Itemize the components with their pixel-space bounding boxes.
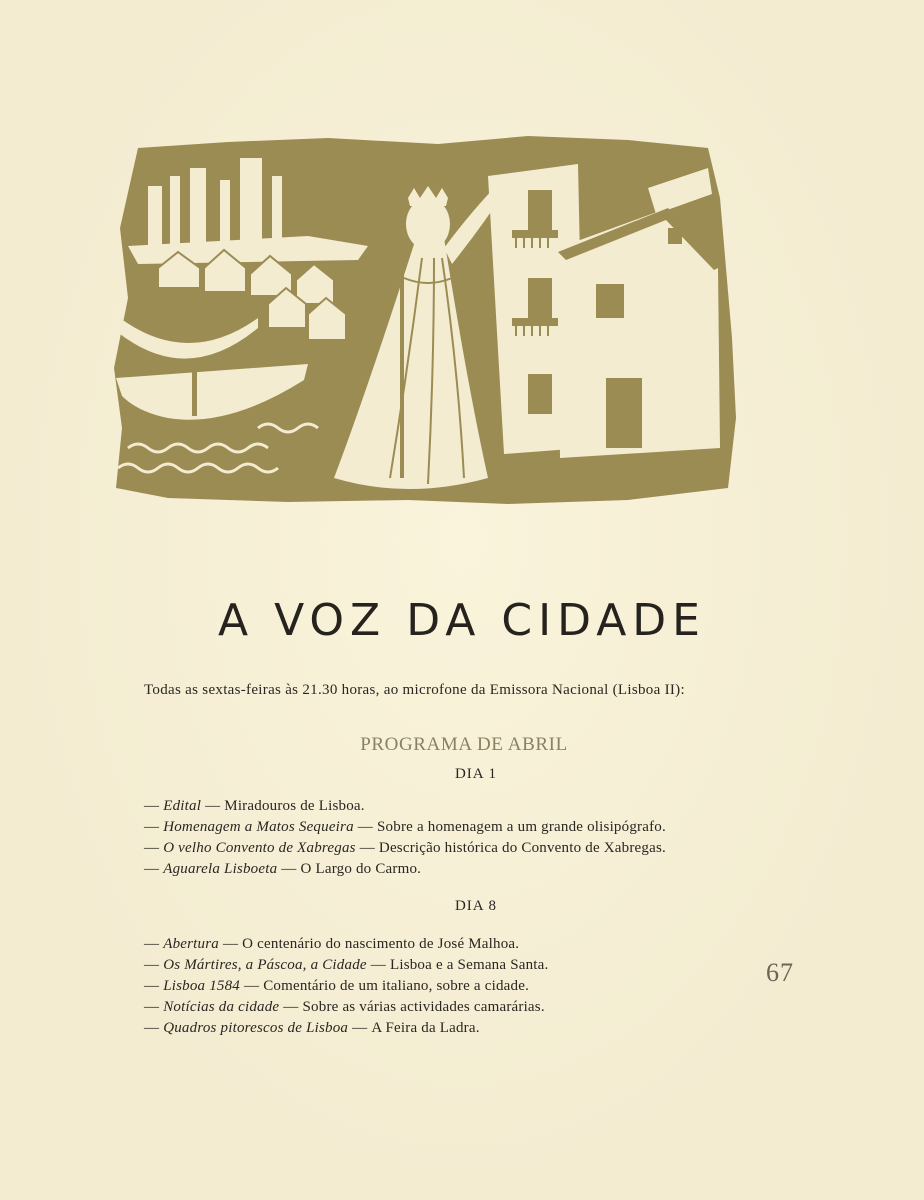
item-title: Os Mártires, a Páscoa, a Cidade bbox=[163, 957, 367, 973]
list-item: — Abertura — O centenário do nascimento de José Malhoa. bbox=[144, 936, 520, 952]
item-title: Edital bbox=[163, 798, 202, 814]
list-item: — Homenagem a Matos Sequeira — Sobre a homenagem a um grande olisipógrafo. bbox=[144, 819, 666, 835]
day-1-program-list bbox=[144, 796, 666, 880]
list-item: — Notícias da cidade — Sobre as várias actividades camarárias. bbox=[144, 999, 545, 1015]
item-title: Notícias da cidade bbox=[163, 999, 280, 1015]
item-description: O centenário do nascimento de José Malhoa. bbox=[242, 936, 520, 952]
item-description: Miradouros de Lisboa. bbox=[224, 798, 365, 814]
item-title: Quadros pitorescos de Lisboa bbox=[163, 1020, 349, 1036]
page-number: 67 bbox=[766, 958, 794, 987]
lisbon-woodcut-illustration bbox=[108, 128, 738, 508]
list-item: — Os Mártires, a Páscoa, a Cidade — Lisboa e a Semana Santa. bbox=[144, 957, 549, 973]
day-1-heading: DIA 1 bbox=[454, 766, 498, 782]
item-description: Comentário de um italiano, sobre a cidade. bbox=[263, 978, 530, 994]
item-title: Abertura bbox=[163, 936, 219, 952]
item-title: O velho Convento de Xabregas bbox=[163, 840, 356, 856]
page-title: A VOZ DA CIDADE bbox=[218, 595, 706, 647]
day-8-heading: DIA 8 bbox=[454, 898, 498, 914]
item-description: Sobre a homenagem a um grande olisipógrafo. bbox=[377, 819, 666, 835]
item-description: O Largo do Carmo. bbox=[300, 861, 422, 877]
item-title: Aguarela Lisboeta bbox=[163, 861, 278, 877]
intro-text: Todas as sextas-feiras às 21.30 horas, ao microfone da Emissora Nacional (Lisboa II): bbox=[144, 682, 685, 698]
item-description: A Feira da Ladra. bbox=[371, 1020, 480, 1036]
program-heading: PROGRAMA DE ABRIL bbox=[360, 734, 568, 755]
artist-signature: CORTE bbox=[697, 383, 711, 428]
list-item: — Aguarela Lisboeta — O Largo do Carmo. bbox=[144, 861, 422, 877]
item-description: Descrição histórica do Convento de Xabregas. bbox=[378, 840, 666, 856]
day-8-program-list bbox=[144, 934, 548, 1039]
item-description: Sobre as várias actividades camarárias. bbox=[302, 999, 545, 1015]
list-item: — Quadros pitorescos de Lisboa — A Feira da Ladra. bbox=[144, 1020, 480, 1036]
list-item: — Lisboa 1584 — Comentário de um italiano, sobre a cidade. bbox=[144, 978, 530, 994]
list-item: — Edital — Miradouros de Lisboa. bbox=[144, 798, 365, 814]
list-item: — O velho Convento de Xabregas — Descrição histórica do Convento de Xabregas. bbox=[144, 840, 666, 856]
item-title: Lisboa 1584 bbox=[163, 978, 241, 994]
item-description: Lisboa e a Semana Santa. bbox=[389, 957, 549, 973]
item-title: Homenagem a Matos Sequeira bbox=[163, 819, 354, 835]
